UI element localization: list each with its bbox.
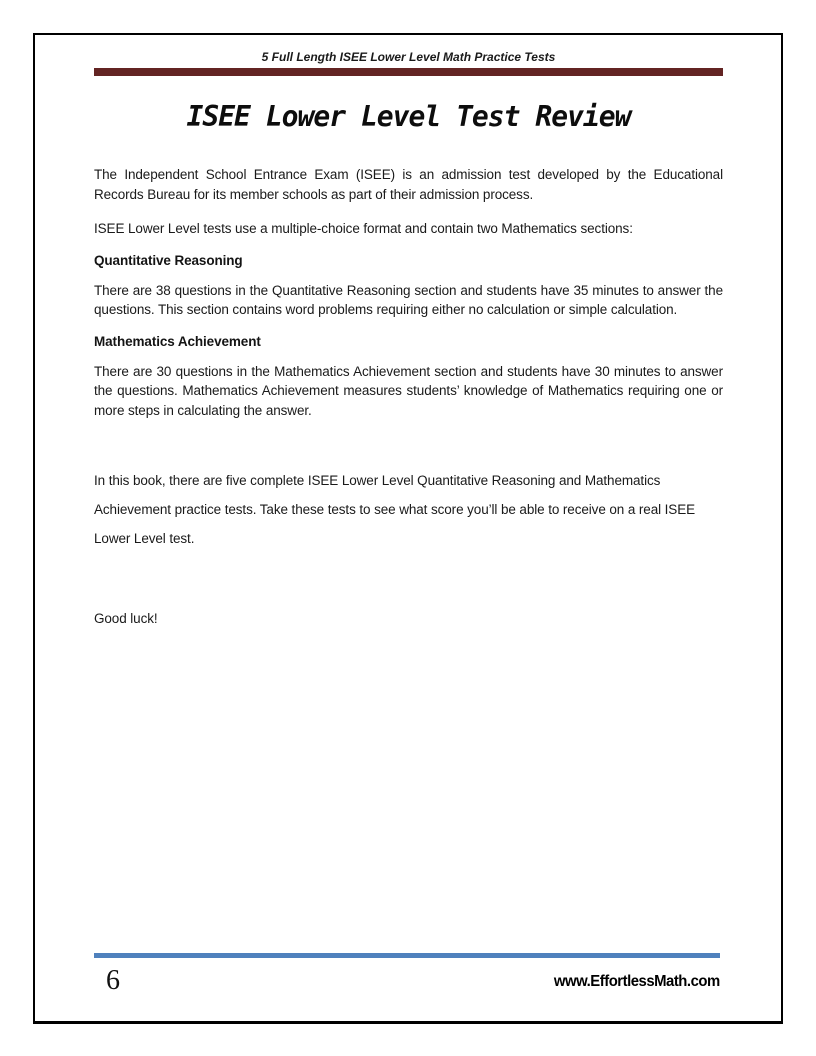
footer-website: www.EffortlessMath.com <box>554 973 720 990</box>
header-rule <box>94 68 723 76</box>
section-paragraph-quantitative-reasoning: There are 38 questions in the Quantitative Reasoning section and students have 35 minutes to answer the questions. This section contains word problems requiring either no calculation or simple calculation. <box>94 282 723 317</box>
running-header-title: 5 Full Length ISEE Lower Level Math Practice Tests <box>261 50 556 64</box>
page-title: ISEE Lower Level Test Review <box>186 100 631 133</box>
section-heading-mathematics-achievement: Mathematics Achievement <box>94 333 261 349</box>
book-note-paragraph: In this book, there are five complete ISEE Lower Level Quantitative Reasoning and Mathematics Achievement practice tests. Take these tests to see what score you’ll be able to receive on a real ISEE Lower Level test. <box>94 473 696 546</box>
closing-paragraph: Good luck! <box>94 611 158 626</box>
format-paragraph: ISEE Lower Level tests use a multiple-choice format and contain two Mathematics sections: <box>94 221 633 236</box>
footer-row <box>94 966 720 996</box>
page-content <box>35 50 781 629</box>
page-number: 6 <box>106 965 120 996</box>
page-footer <box>94 953 720 996</box>
intro-paragraph: The Independent School Entrance Exam (ISEE) is an admission test developed by the Educational Records Bureau for its member schools as part of their admission process. <box>94 167 723 202</box>
section-paragraph-mathematics-achievement: There are 30 questions in the Mathematics Achievement section and students have 30 minutes to answer the questions. Mathematics Achievement measures students’ knowledge of Mathematics requiring one or more steps in calculating the answer. <box>94 363 723 418</box>
footer-rule <box>94 953 720 958</box>
page-border-frame <box>33 33 783 1024</box>
section-heading-quantitative-reasoning: Quantitative Reasoning <box>94 252 243 268</box>
